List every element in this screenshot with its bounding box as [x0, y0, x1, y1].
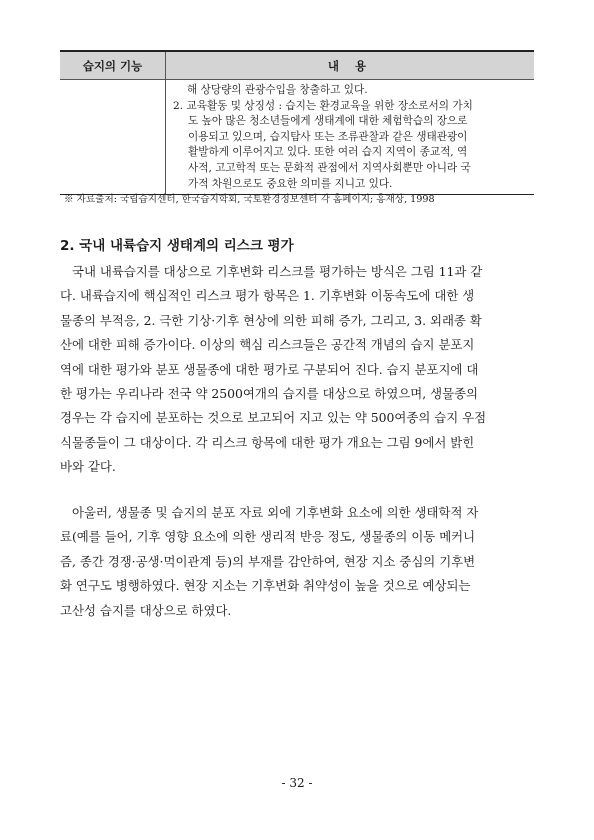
source-note: ※ 자료출처: 국립습지센터, 한국습지학회, 국토환경정보센터 각 홈페이지; 홍재상, 1998: [64, 194, 435, 205]
table-content-line: 사적, 고고학적 또는 문화적 관점에서 지역사회뿐만 아니라 국: [188, 161, 471, 174]
section-heading: 2. 국내 내륙습지 생태계의 리스크 평가: [60, 238, 294, 254]
paragraph-line: 국내 내륙습지를 대상으로 기후변화 리스크를 평가하는 방식은 그림 11과 같: [72, 264, 483, 279]
table-header-row: [60, 52, 534, 80]
paragraph-line: 료(예를 들어, 기후 영향 요소에 의한 생리적 반응 정도, 생물종의 이동 메커니: [60, 529, 476, 545]
paragraph-line: 식물종들이 그 대상이다. 각 리스크 항목에 대한 평가 개요는 그림 9에서 밝힌: [60, 434, 475, 450]
paragraph-line: 고산성 습지를 대상으로 하였다.: [60, 602, 232, 618]
paragraph-line: 아울러, 생물종 및 습지의 분포 자료 외에 기후변화 요소에 의한 생태학적 자: [72, 505, 479, 520]
paragraph-line: 경우는 각 습지에 분포하는 것으로 보고되어 지고 있는 약 500여종의 습지 우점: [60, 410, 487, 426]
paragraph-1: [60, 260, 534, 480]
table-content-line: 해 상당량의 관광수입을 창출하고 있다.: [187, 84, 368, 96]
table-content-line: 가적 차원으로도 중요한 의미를 지니고 있다.: [188, 177, 393, 190]
paragraph-line: 다. 내륙습지에 핵심적인 리스크 평가 항목은 1. 기후변화 이동속도에 대한 생: [60, 288, 475, 304]
table-content-line: 2. 교육활동 및 상징성 : 습지는 환경교육을 위한 장소로서의 가치: [173, 99, 473, 112]
paragraph-line: 화 연구도 병행하였다. 현장 지소는 기후변화 취약성이 높을 것으로 예상되는: [60, 578, 471, 594]
paragraph-line: 물종의 부적응, 2. 극한 기상·기후 현상에 의한 피해 증가, 그리고, 3. 외래종 확: [60, 312, 482, 328]
table-header-content: 내 용: [327, 58, 373, 73]
table-header-function: 습지의 기능: [60, 52, 166, 79]
paragraph-line: 산에 대한 피해 증가이다. 이상의 핵심 리스크들은 공간적 개념의 습지 분포지: [60, 337, 475, 353]
table-cell-content: [166, 80, 534, 194]
table-cell-function: [60, 80, 166, 194]
table-content-line: 활발하게 이루어지고 있다. 또한 여러 습지 지역이 종교적, 역: [188, 146, 468, 159]
paragraph-line: 바와 같다.: [60, 459, 116, 475]
paragraph-2: [60, 501, 534, 623]
table-content-line: 도 높아 많은 청소년들에게 생태계에 대한 체험학습의 장으로: [188, 115, 468, 128]
table-content-line: 이용되고 있으며, 습지탐사 또는 조류관찰과 같은 생태관광이: [188, 130, 468, 143]
paragraph-line: 즘, 종간 경쟁·공생·먹이관계 등)의 부재를 감안하여, 현장 지소 중심의 기후변: [60, 553, 476, 569]
table-row: [60, 80, 534, 194]
wetland-function-table: [60, 50, 534, 195]
paragraph-line: 역에 대한 평가와 분포 생물종에 대한 평가로 구분되어 진다. 습지 분포지에 대: [60, 361, 479, 377]
page-number: - 32 -: [281, 776, 313, 790]
paragraph-line: 한 평가는 우리나라 전국 약 2500여개의 습지를 대상으로 하였으며, 생물종의: [60, 386, 479, 402]
